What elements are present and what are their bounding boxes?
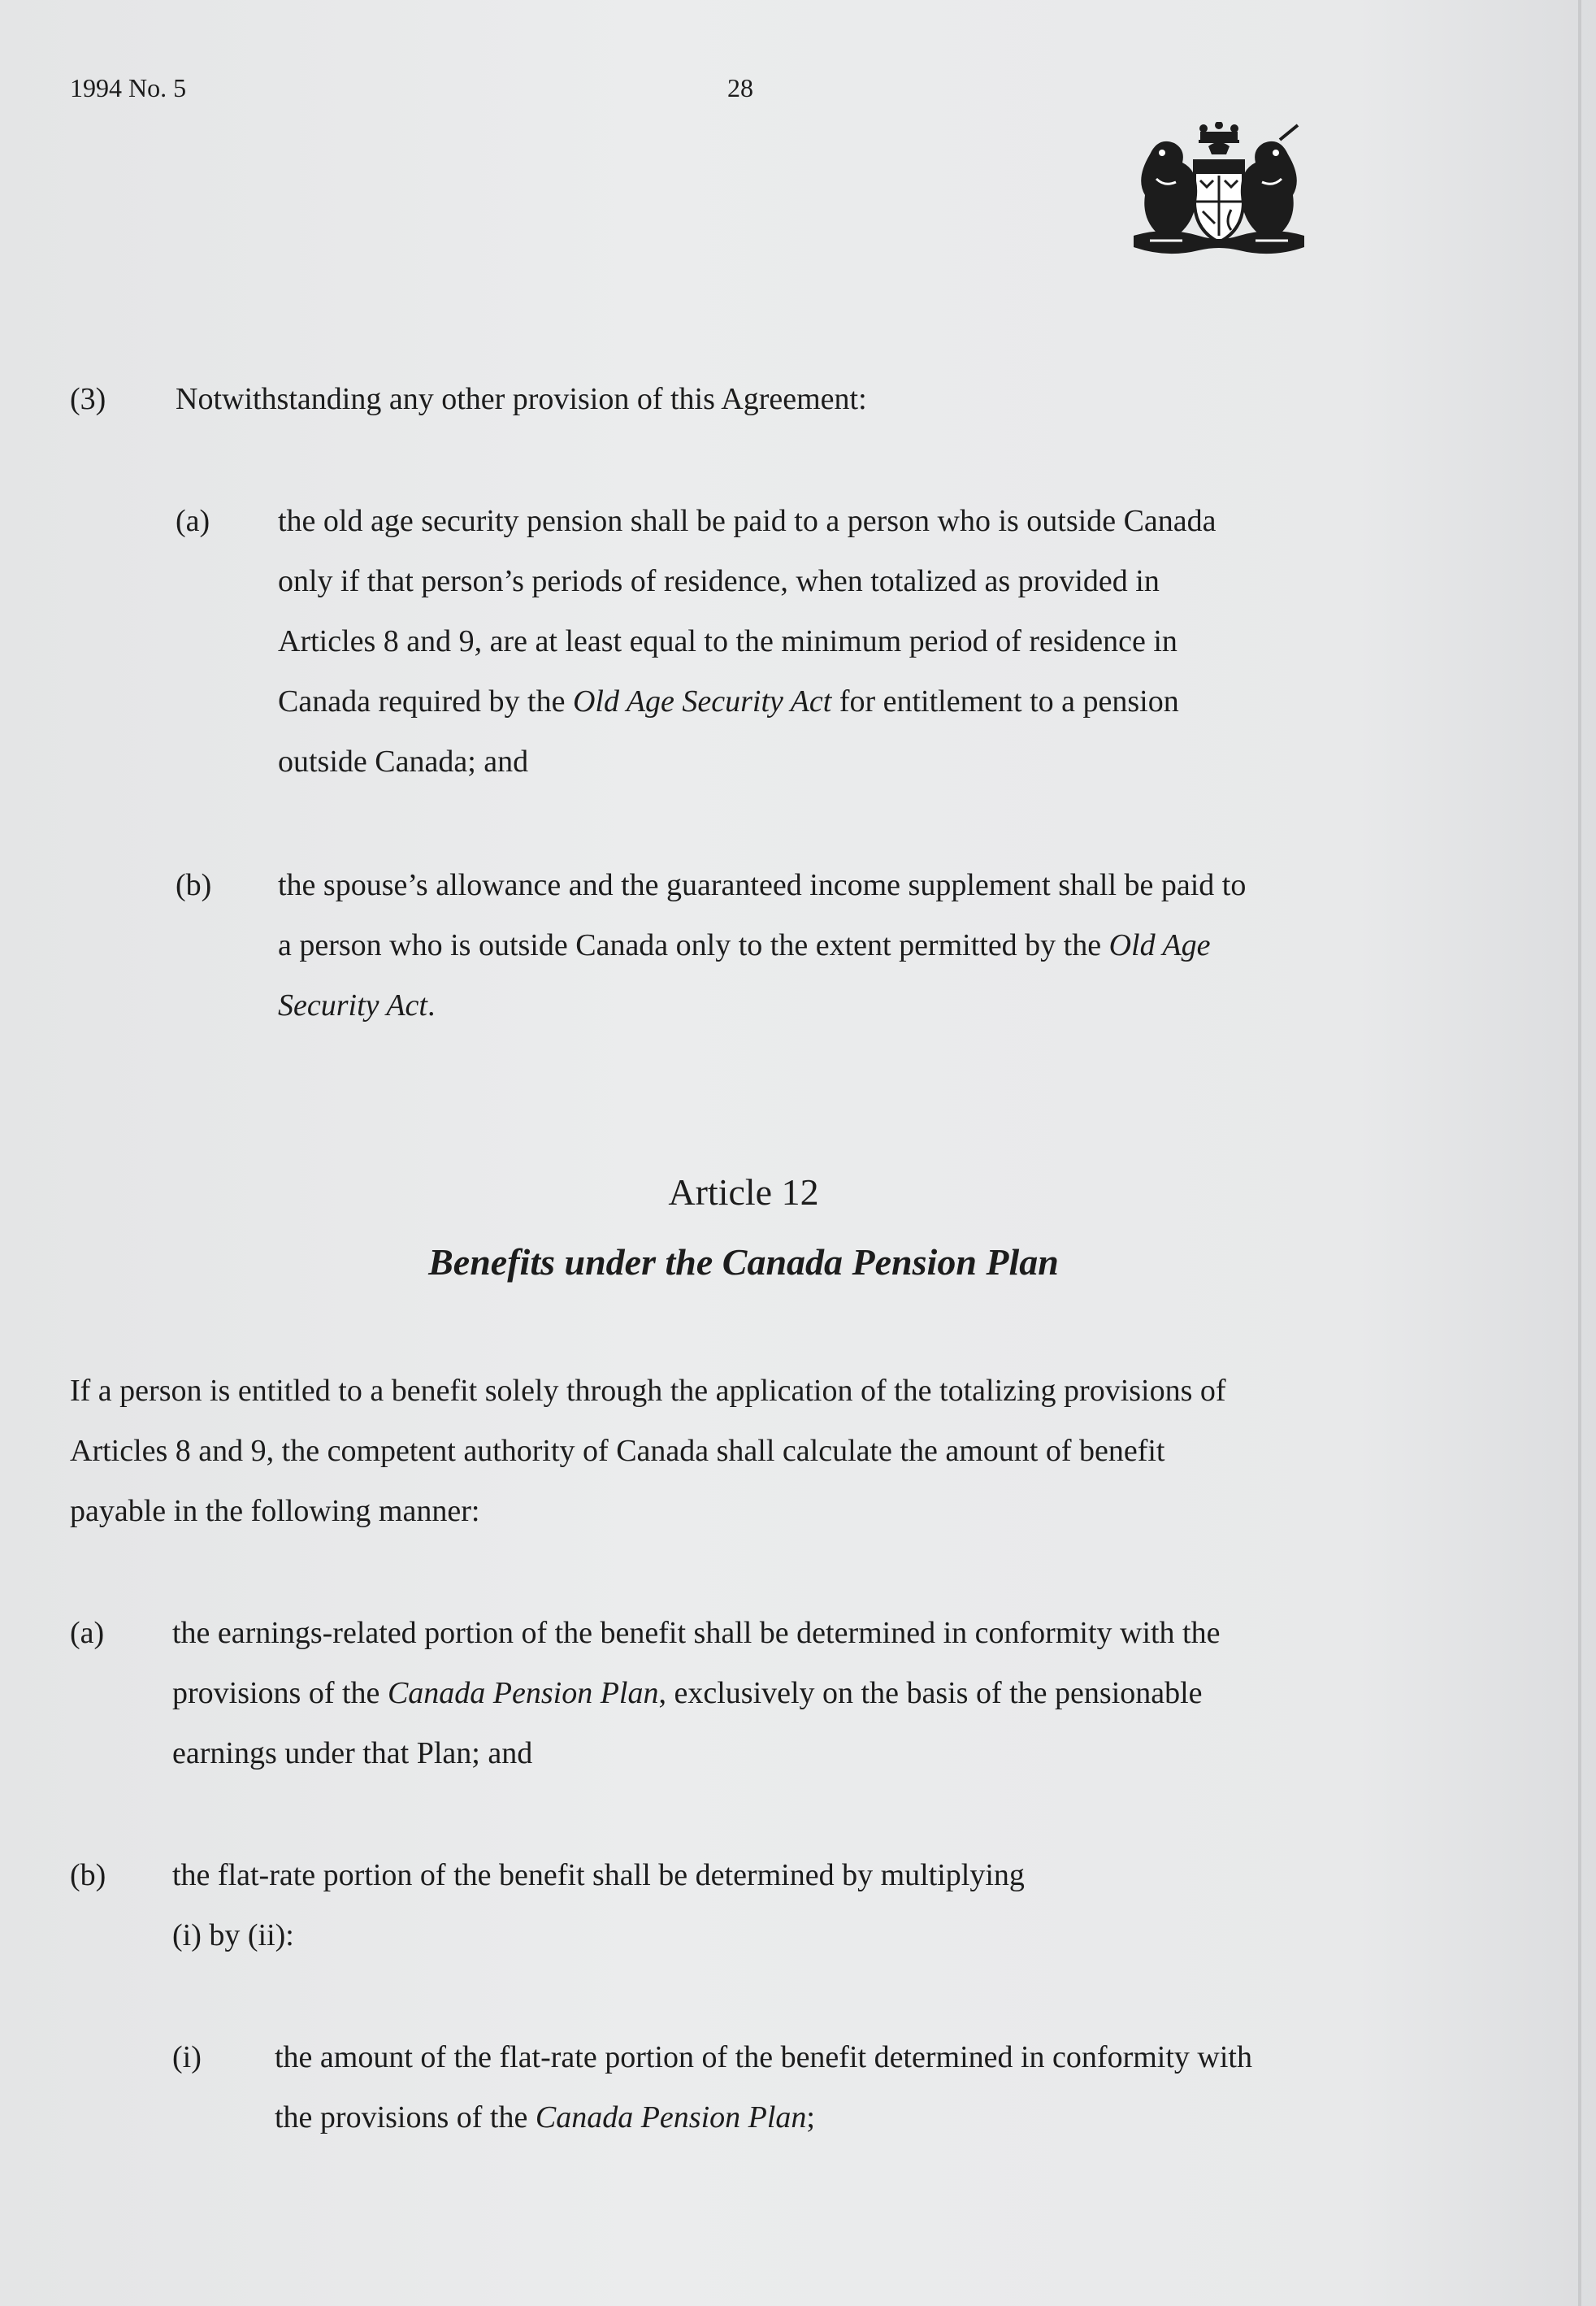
- para3-a-line: outside Canada; and: [278, 745, 529, 779]
- article12-intro-line: payable in the following manner:: [70, 1494, 480, 1528]
- para3-b-line: [278, 930, 1211, 961]
- header-page-number: 28: [727, 73, 753, 102]
- old-age-security-act: Old Age Security Act: [572, 684, 832, 719]
- article12-b-i-text: ;: [806, 2100, 815, 2134]
- header-citation: 1994 No. 5: [70, 73, 187, 102]
- canada-pension-plan: Canada Pension Plan: [387, 1676, 659, 1710]
- article12-b-line: the flat-rate portion of the benefit shall be determined by multiplying: [172, 1858, 1025, 1892]
- para3-label: (3): [70, 382, 106, 416]
- para3-b-line: [278, 990, 435, 1021]
- article12-a-line: the earnings-related portion of the benefit shall be determined in conformity with the: [172, 1616, 1221, 1650]
- page-edge: [1578, 0, 1581, 2306]
- article12-b-i-line: the amount of the flat-rate portion of the benefit determined in conformity with: [275, 2040, 1252, 2074]
- para3-intro: Notwithstanding any other provision of this Agreement:: [176, 382, 867, 416]
- para3-a-text: for entitlement to a pension: [831, 684, 1179, 719]
- para3-a-line: only if that person’s periods of residence, when totalized as provided in: [278, 564, 1160, 598]
- article12-a-text: , exclusively on the basis of the pensionable: [658, 1676, 1203, 1710]
- old-age-security-act: Security Act: [278, 988, 427, 1023]
- para3-a-label: (a): [176, 504, 210, 538]
- para3-b-label: (b): [176, 868, 212, 902]
- article12-a-line: [172, 1678, 1203, 1709]
- article12-b-i-text: the provisions of the: [275, 2100, 536, 2134]
- article12-intro-line: If a person is entitled to a benefit solely through the application of the totalizing provisions of: [70, 1374, 1226, 1408]
- old-age-security-act: Old Age: [1108, 928, 1211, 962]
- para3-a-text: Canada required by the: [278, 684, 573, 719]
- para3-a-line: Articles 8 and 9, are at least equal to the minimum period of residence in: [278, 624, 1177, 658]
- canada-pension-plan: Canada Pension Plan: [535, 2100, 807, 2134]
- article12-intro-line: Articles 8 and 9, the competent authority of Canada shall calculate the amount of benefit: [70, 1434, 1165, 1468]
- para3-b-line: the spouse’s allowance and the guaranteed income supplement shall be paid to: [278, 868, 1247, 902]
- para3-a-line: [278, 686, 1179, 717]
- article12-b-i-label: (i): [172, 2040, 202, 2074]
- article12-b-line: (i) by (ii):: [172, 1918, 294, 1952]
- para3-a-line: the old age security pension shall be paid to a person who is outside Canada: [278, 504, 1217, 538]
- article12-a-text: provisions of the: [172, 1676, 388, 1710]
- article-title: Benefits under the Canada Pension Plan: [428, 1241, 1059, 1283]
- article12-a-line: earnings under that Plan; and: [172, 1736, 533, 1770]
- para3-b-text: .: [427, 988, 436, 1023]
- article12-b-i-line: [275, 2102, 815, 2133]
- para3-b-text: a person who is outside Canada only to the extent permitted by the: [278, 928, 1109, 962]
- article12-b-label: (b): [70, 1858, 106, 1892]
- article-number: Article 12: [668, 1171, 819, 1213]
- article12-a-label: (a): [70, 1616, 105, 1650]
- coat-of-arms-icon: [1117, 122, 1321, 260]
